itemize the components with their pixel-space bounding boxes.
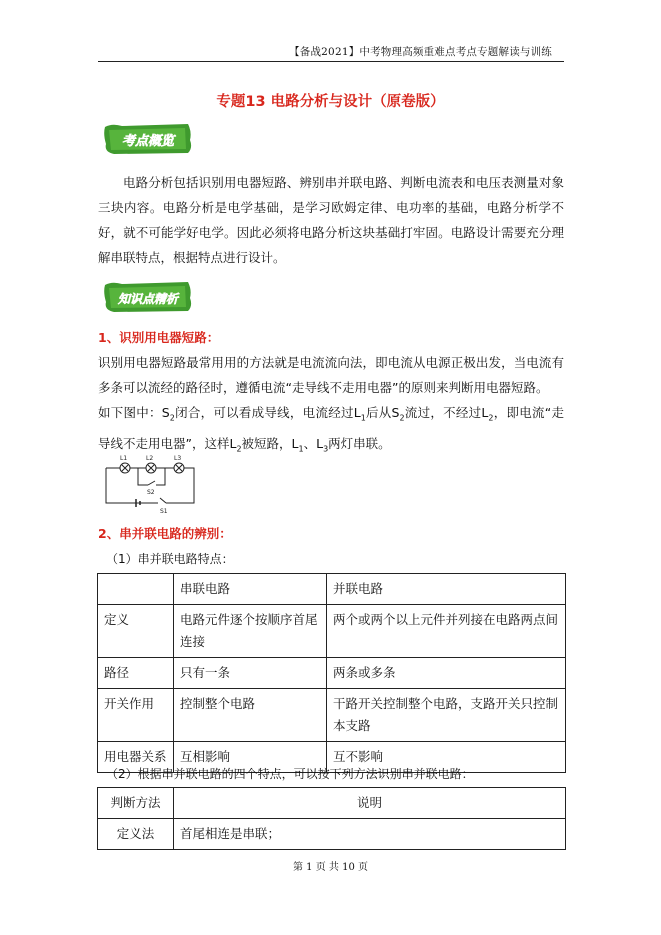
page-header: 【备战2021】中考物理高频重难点考点专题解读与训练 — [289, 46, 552, 58]
table-cell: 开关作用 — [98, 689, 174, 742]
intro-paragraph: 电路分析包括识别用电器短路、辨别串并联电路、判断电流表和电压表测量对象三块内容。电路分析是电学基础，是学习欧姆定律、电功率的基础，电路分析学不好，就不可能学好电学。因此必须将电路分析这块基础打牢固。电路设计需要充分理解串联特点，根据特点进行设计。 — [98, 175, 564, 265]
table-cell: 定义 — [98, 605, 174, 658]
table-row — [98, 788, 566, 819]
section2-sub2: （2）根据串并联电路的四个特点，可以按下列方法识别串并联电路： — [106, 767, 474, 781]
page-title: 专题13 电路分析与设计（原卷版） — [216, 94, 445, 110]
table-row — [98, 689, 566, 742]
table-cell: 电路元件逐个按顺序首尾连接 — [174, 605, 327, 658]
label-l2: L2 — [146, 455, 154, 462]
label-l1: L1 — [120, 455, 128, 462]
table-cell: 说明 — [174, 788, 566, 819]
table-cell: 互相影响 — [174, 742, 327, 773]
table-row — [98, 605, 566, 658]
table-cell: 定义法 — [98, 819, 174, 850]
section2-heading: 2、串并联电路的辨别： — [98, 526, 232, 541]
section2-sub1: （1）串并联电路特点： — [106, 552, 234, 566]
analysis-badge — [102, 280, 194, 314]
table-row — [98, 819, 566, 850]
table-cell: 并联电路 — [327, 574, 566, 605]
table-cell: 首尾相连是串联； — [174, 819, 566, 850]
overview-badge-label: 考点概览 — [121, 134, 175, 149]
table-row — [98, 574, 566, 605]
label-s2: S2 — [147, 489, 155, 496]
label-s1: S1 — [160, 508, 168, 515]
section1-paragraph1: 识别用电器短路最常用用的方法就是电流流向法，即电流从电源正极出发，当电流有多条可以流经的路径时，遵循电流“走导线不走用电器”的原则来判断用电器短路。 — [98, 355, 564, 395]
label-l3: L3 — [174, 455, 182, 462]
table-cell: 串联电路 — [174, 574, 327, 605]
analysis-badge-label: 知识点精析 — [117, 292, 179, 306]
header-rule — [98, 61, 564, 62]
table-cell: 互不影响 — [327, 742, 566, 773]
section1-heading: 1、识别用电器短路： — [98, 330, 220, 345]
table-cell: 只有一条 — [174, 658, 327, 689]
table-row — [98, 658, 566, 689]
section1-paragraph2: 如下图中：$S_2$闭合，可以看成导线，电流经过$L_1$后从$S_2$流过，不经过$L_2$，即电流“走导线不走用电器”，这样$L_2$被短路，$L_1$、$L_3$两灯串联。 — [98, 405, 564, 453]
table-cell: 两条或多条 — [327, 658, 566, 689]
table-cell: 用电器关系 — [98, 742, 174, 773]
table-cell — [98, 574, 174, 605]
table-cell: 路径 — [98, 658, 174, 689]
identification-method-table — [97, 787, 566, 850]
table-cell: 判断方法 — [98, 788, 174, 819]
series-parallel-table — [97, 573, 566, 773]
table-cell: 两个或两个以上元件并列接在电路两点间 — [327, 605, 566, 658]
analysis-badge-graphic — [102, 280, 194, 314]
overview-badge — [102, 122, 194, 156]
table-cell: 干路开关控制整个电路，支路开关只控制本支路 — [327, 689, 566, 742]
page-footer: 第 1 页 共 10 页 — [293, 862, 368, 873]
table-cell: 控制整个电路 — [174, 689, 327, 742]
overview-badge-graphic — [102, 122, 194, 156]
circuit-diagram — [98, 453, 208, 515]
